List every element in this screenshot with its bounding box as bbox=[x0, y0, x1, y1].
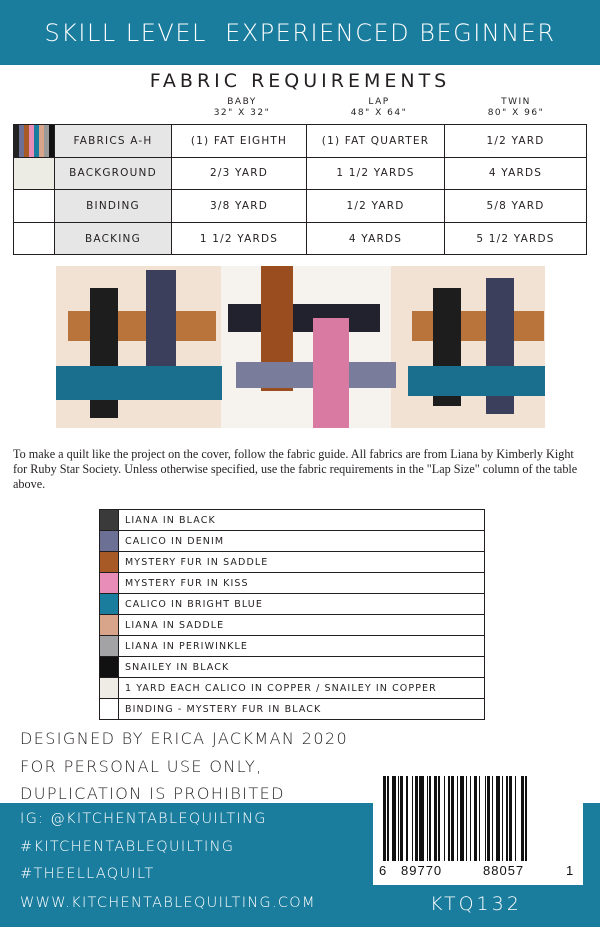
lap-value: 4 YARDS bbox=[307, 222, 445, 255]
size-dims: 32" X 32" bbox=[213, 108, 271, 118]
background-swatch bbox=[14, 157, 55, 190]
quilt-background-left bbox=[56, 266, 221, 428]
fabric-row bbox=[100, 594, 485, 615]
quilt-strip-orange-right bbox=[412, 311, 544, 341]
personal-use-notice: FOR PERSONAL USE ONLY, bbox=[20, 757, 263, 776]
fabric-row bbox=[100, 636, 485, 657]
fabric-name: LIANA IN SADDLE bbox=[119, 615, 485, 636]
size-dims: 80" X 96" bbox=[487, 108, 545, 118]
size-name: BABY bbox=[227, 97, 257, 107]
barcode-digit-lead: 6 bbox=[379, 863, 388, 878]
barcode-bar bbox=[521, 776, 524, 861]
binding-swatch bbox=[14, 190, 55, 223]
fabric-row bbox=[100, 552, 485, 573]
barcode-bar bbox=[457, 776, 458, 861]
fabric-row bbox=[100, 615, 485, 636]
fabric-requirements-table bbox=[13, 124, 587, 255]
twin-value: 5/8 YARD bbox=[445, 190, 587, 223]
baby-value: 3/8 YARD bbox=[172, 190, 307, 223]
fabric-row bbox=[100, 531, 485, 552]
barcode-bar bbox=[438, 776, 439, 861]
barcode-digit-group: 89770 bbox=[401, 863, 443, 878]
quilt-strip-blue-right bbox=[408, 366, 545, 396]
fabric-swatch bbox=[100, 510, 119, 531]
row-label: FABRICS A-H bbox=[55, 125, 172, 158]
barcode-bar bbox=[427, 776, 428, 861]
instagram-handle: IG: @KITCHENTABLEQUILTING bbox=[20, 811, 267, 827]
barcode-bar bbox=[451, 776, 454, 861]
quilt-strip-pink bbox=[313, 318, 349, 428]
table-row bbox=[14, 222, 587, 255]
barcode-bar bbox=[412, 776, 413, 861]
barcode-bar bbox=[387, 776, 388, 861]
barcode-bar bbox=[448, 776, 449, 861]
row-label: BINDING bbox=[55, 190, 172, 223]
barcode-bar bbox=[525, 776, 526, 861]
barcode-bar bbox=[429, 776, 430, 861]
fabric-name: LIANA IN PERIWINKLE bbox=[119, 636, 485, 657]
fabric-name: LIANA IN BLACK bbox=[119, 510, 485, 531]
designer-credit: DESIGNED BY ERICA JACKMAN 2020 bbox=[20, 729, 349, 748]
fabric-row bbox=[100, 510, 485, 531]
website-url: WWW.KITCHENTABLEQUILTING.COM bbox=[20, 895, 316, 911]
barcode-bar bbox=[496, 776, 500, 861]
size-dims: 48" X 64" bbox=[350, 108, 408, 118]
fabric-stripe bbox=[49, 125, 54, 157]
barcode-digit-group: 88057 bbox=[483, 863, 525, 878]
barcode-bar bbox=[460, 776, 464, 861]
barcode-bar bbox=[383, 776, 386, 861]
fabric-swatch bbox=[100, 594, 119, 615]
twin-value: 4 YARDS bbox=[445, 157, 587, 190]
fabric-requirements-title: FABRIC REQUIREMENTS bbox=[149, 70, 451, 92]
twin-value: 1/2 YARD bbox=[445, 125, 587, 158]
hashtag-kitchentablequilting: #KITCHENTABLEQUILTING bbox=[20, 839, 235, 855]
size-name: TWIN bbox=[501, 97, 531, 107]
barcode-bar bbox=[398, 776, 399, 861]
lap-value: 1 1/2 YARDS bbox=[307, 157, 445, 190]
baby-value: (1) FAT EIGHTH bbox=[172, 125, 307, 158]
barcode-bar bbox=[470, 776, 471, 861]
barcode-bar bbox=[434, 776, 437, 861]
barcode bbox=[373, 770, 583, 885]
duplication-notice: DUPLICATION IS PROHIBITED bbox=[20, 784, 285, 803]
hashtag-theellaquilt: #THEELLAQUILT bbox=[20, 866, 155, 882]
skill-level: SKILL LEVEL EXPERIENCED BEGINNER bbox=[44, 18, 556, 47]
fabric-row bbox=[100, 699, 485, 720]
fabric-name: BINDING - MYSTERY FUR IN BLACK bbox=[119, 699, 485, 720]
barcode-bar bbox=[392, 776, 396, 861]
fabric-swatch bbox=[100, 552, 119, 573]
barcode-bar bbox=[506, 776, 507, 861]
barcode-bar bbox=[406, 776, 407, 861]
lap-value: 1/2 YARD bbox=[307, 190, 445, 223]
row-label: BACKGROUND bbox=[55, 157, 172, 190]
size-name: LAP bbox=[368, 97, 390, 107]
table-row bbox=[14, 157, 587, 190]
barcode-bar bbox=[502, 776, 503, 861]
table-row bbox=[14, 125, 587, 158]
fabric-row bbox=[100, 573, 485, 594]
backing-swatch bbox=[14, 222, 55, 255]
barcode-bar bbox=[415, 776, 418, 861]
fabric-name: MYSTERY FUR IN SADDLE bbox=[119, 552, 485, 573]
baby-value: 1 1/2 YARDS bbox=[172, 222, 307, 255]
barcode-bar bbox=[509, 776, 512, 861]
row-label: BACKING bbox=[55, 222, 172, 255]
fabric-swatch bbox=[100, 636, 119, 657]
barcode-bar bbox=[474, 776, 477, 861]
fabric-guide-table bbox=[99, 509, 485, 720]
barcode-bar bbox=[466, 776, 467, 861]
fabric-name: CALICO IN DENIM bbox=[119, 531, 485, 552]
size-header-baby bbox=[188, 97, 296, 119]
quilt-background-right bbox=[391, 266, 545, 428]
fabric-swatch bbox=[100, 699, 119, 720]
quilt-strip-black-dots bbox=[228, 304, 380, 332]
fabric-stripes-swatch bbox=[14, 125, 55, 158]
barcode-bar bbox=[487, 776, 490, 861]
quilt-strip-blue bbox=[56, 366, 222, 400]
barcode-bar bbox=[492, 776, 493, 861]
barcode-bar bbox=[419, 776, 423, 861]
quilt-illustration bbox=[56, 266, 545, 428]
fabric-name: SNAILEY IN BLACK bbox=[119, 657, 485, 678]
barcode-bar bbox=[515, 776, 516, 861]
fabric-swatch bbox=[100, 531, 119, 552]
fabric-row bbox=[100, 657, 485, 678]
fabric-swatch bbox=[100, 657, 119, 678]
barcode-bar bbox=[479, 776, 480, 861]
lap-value: (1) FAT QUARTER bbox=[307, 125, 445, 158]
fabric-swatch bbox=[100, 573, 119, 594]
barcode-bars bbox=[383, 776, 573, 861]
barcode-bar bbox=[485, 776, 486, 861]
baby-value: 2/3 YARD bbox=[172, 157, 307, 190]
barcode-bar bbox=[400, 776, 403, 861]
intro-paragraph: To make a quilt like the project on the cover, follow the fabric guide. All fabrics are from Liana by Kimberly Kight for Ruby Star Society. Unless otherwise specified, use the fabric requirements in the "Lap Size" column of the table above. bbox=[13, 447, 578, 491]
barcode-digits bbox=[379, 863, 579, 879]
quilt-background-center bbox=[221, 266, 391, 428]
fabric-swatch bbox=[100, 615, 119, 636]
table-row bbox=[14, 190, 587, 223]
fabric-name: MYSTERY FUR IN KISS bbox=[119, 573, 485, 594]
fabric-name: 1 YARD EACH CALICO IN COPPER / SNAILEY IN COPPER bbox=[119, 678, 485, 699]
size-header-twin bbox=[462, 97, 570, 119]
pattern-sku: KTQ132 bbox=[430, 893, 522, 915]
size-header-lap bbox=[325, 97, 433, 119]
barcode-bar bbox=[444, 776, 445, 861]
barcode-digit-check: 1 bbox=[566, 863, 575, 878]
fabric-row bbox=[100, 678, 485, 699]
fabric-name: CALICO IN BRIGHT BLUE bbox=[119, 594, 485, 615]
header-band bbox=[0, 0, 600, 65]
twin-value: 5 1/2 YARDS bbox=[445, 222, 587, 255]
fabric-swatch bbox=[100, 678, 119, 699]
